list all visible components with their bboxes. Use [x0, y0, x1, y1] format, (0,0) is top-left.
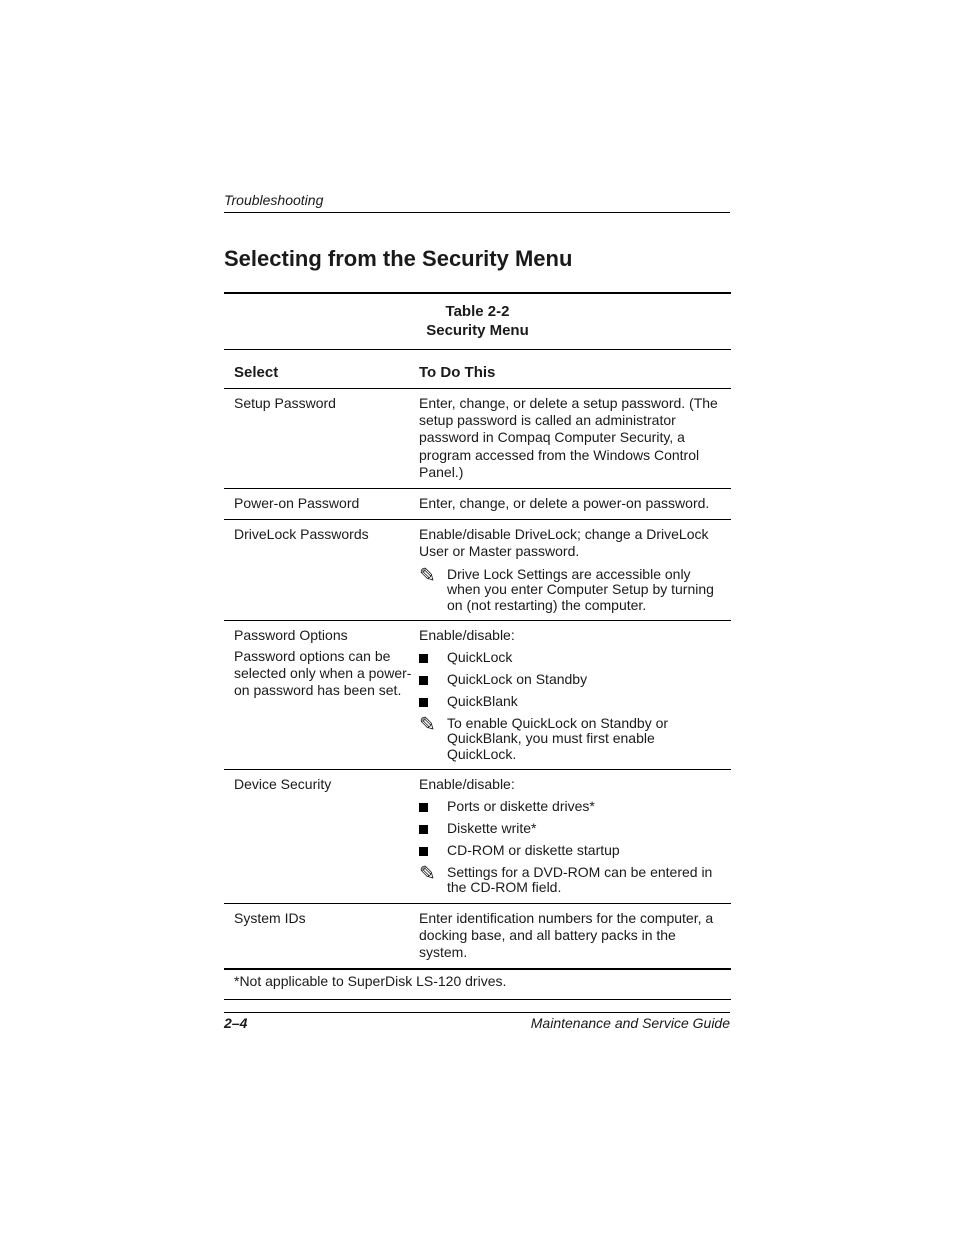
- select-cell: DriveLock Passwords: [224, 520, 419, 621]
- security-menu-table: [224, 292, 731, 1000]
- section-title: Selecting from the Security Menu: [224, 246, 573, 271]
- todo-cell: [419, 770, 731, 903]
- table-caption: [224, 294, 731, 350]
- table-number: Table 2-2: [445, 303, 510, 320]
- table-row: [224, 489, 731, 520]
- todo-text: Enable/disable:: [419, 776, 515, 793]
- table-footnote-row: [224, 969, 731, 999]
- table-row: [224, 903, 731, 969]
- column-header-todo: To Do This: [419, 350, 731, 389]
- square-bullet-icon: [419, 825, 428, 834]
- list-item: QuickBlank: [419, 693, 719, 710]
- page-footer: [224, 1012, 730, 1031]
- todo-cell: [419, 621, 731, 770]
- todo-text: Enable/disable DriveLock; change a DriveLock User or Master password.: [419, 526, 709, 560]
- table-row: [224, 389, 731, 489]
- todo-cell: Enter, change, or delete a setup password. (The setup password is called an administrator password in Compaq Computer Security, a program accessed from the Windows Control Panel.): [419, 389, 731, 489]
- note: [419, 862, 719, 896]
- list-item: CD-ROM or diskette startup: [419, 842, 719, 859]
- list-item: QuickLock on Standby: [419, 671, 719, 688]
- todo-cell: Enter identification numbers for the computer, a docking base, and all battery packs in the system.: [419, 903, 731, 969]
- table-row: [224, 770, 731, 903]
- table-title: Security Menu: [426, 322, 529, 339]
- bullet-list: [419, 798, 719, 859]
- note-text: To enable QuickLock on Standby or QuickBlank, you must first enable QuickLock.: [447, 714, 669, 762]
- square-bullet-icon: [419, 698, 428, 707]
- select-cell: System IDs: [224, 903, 419, 969]
- pencil-note-icon: ✎: [419, 862, 436, 885]
- square-bullet-icon: [419, 803, 428, 812]
- note: [419, 564, 719, 614]
- select-text: Password Options: [234, 627, 348, 644]
- running-head: Troubleshooting: [224, 192, 730, 213]
- select-cell: Power-on Password: [224, 489, 419, 520]
- todo-text: Enable/disable:: [419, 627, 515, 644]
- page-number: 2–4: [224, 1015, 248, 1031]
- note-text: Drive Lock Settings are accessible only when you enter Computer Setup by turning on (not restarting) the computer.: [447, 565, 714, 613]
- note: [419, 713, 719, 763]
- list-item: Diskette write*: [419, 820, 719, 837]
- table-footnote: *Not applicable to SuperDisk LS-120 drives.: [224, 969, 731, 999]
- square-bullet-icon: [419, 847, 428, 856]
- pencil-note-icon: ✎: [419, 564, 436, 587]
- bullet-list: [419, 649, 719, 710]
- select-subnote: Password options can be selected only when a power-on password has been set.: [234, 647, 412, 698]
- guide-title: Maintenance and Service Guide: [530, 1015, 730, 1031]
- select-cell: Device Security: [224, 770, 419, 903]
- table-header-row: [224, 350, 731, 389]
- pencil-note-icon: ✎: [419, 713, 436, 736]
- square-bullet-icon: [419, 654, 428, 663]
- table-body: [224, 350, 731, 1000]
- note-text: Settings for a DVD-ROM can be entered in the CD-ROM field.: [447, 863, 713, 896]
- table-row: [224, 520, 731, 621]
- select-cell: [224, 621, 419, 770]
- select-cell: Setup Password: [224, 389, 419, 489]
- column-header-select: Select: [224, 350, 419, 389]
- todo-cell: [419, 520, 731, 621]
- table-row: [224, 621, 731, 770]
- list-item: Ports or diskette drives*: [419, 798, 719, 815]
- square-bullet-icon: [419, 676, 428, 685]
- todo-cell: Enter, change, or delete a power-on password.: [419, 489, 731, 520]
- list-item: QuickLock: [419, 649, 719, 666]
